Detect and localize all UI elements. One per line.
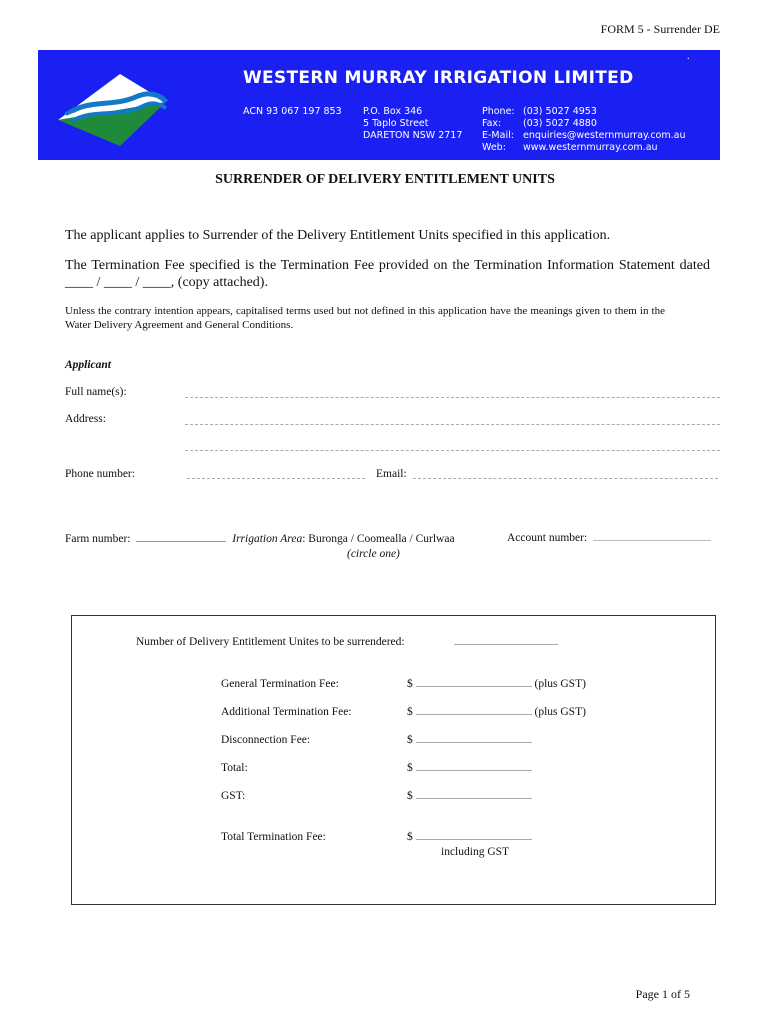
total-termination-fee-row [407,831,532,843]
fax-label: Fax: [482,118,502,129]
phone-value: (03) 5027 4953 [523,106,597,117]
account-number-row [507,532,711,544]
gst-label: GST: [221,790,246,802]
additional-fee-row [407,706,586,718]
company-name: WESTERN MURRAY IRRIGATION LIMITED [243,68,634,88]
general-fee-row [407,678,586,690]
general-fee-label: General Termination Fee: [221,678,339,690]
total-label: Total: [221,762,248,774]
address-line: P.O. Box 346 [363,106,423,117]
definitions-note: Unless the contrary intention appears, capitalised terms used but not defined in this application have the meanings given to them in the Water Delivery Agreement and General Conditions. [65,305,665,331]
disconnection-fee-label: Disconnection Fee: [221,734,311,746]
total-termination-fee-label: Total Termination Fee: [221,831,326,843]
irrigation-area-options[interactable]: : Buronga / Coomealla / Curlwaa [302,533,455,545]
currency-symbol: $ [407,706,413,718]
disconnection-fee-field[interactable] [416,742,532,743]
units-label: Number of Delivery Entitlement Unites to be surrendered: [136,636,405,648]
form-reference: FORM 5 - Surrender DE [600,22,720,36]
phone-number-field[interactable] [187,478,365,479]
account-number-label: Account number: [507,532,588,544]
address-field-line-2[interactable] [185,450,720,451]
termination-fee-box [71,615,716,905]
currency-symbol: $ [407,831,413,843]
corner-mark: · [686,54,690,65]
plus-gst-note: (plus GST) [534,706,586,718]
phone-label: Phone: [482,106,515,117]
address-line: 5 Taplo Street [363,118,429,129]
contact-details [482,106,685,154]
disconnection-fee-row [407,734,532,746]
address-label: Address: [65,413,106,425]
email-label: E-Mail: [482,130,514,141]
full-name-label: Full name(s): [65,386,127,398]
general-fee-field[interactable] [416,686,532,687]
total-row [407,762,532,774]
postal-address [363,106,462,142]
farm-number-field[interactable] [136,541,226,542]
acn-number: ACN 93 067 197 853 [243,106,342,117]
termination-fee-statement: The Termination Fee specified is the Termination Fee provided on the Termination Information Statement dated ____ / ____ / ____, (copy attached). [65,258,710,290]
plus-gst-note: (plus GST) [534,678,586,690]
web-value: www.westernmurray.com.au [523,142,658,153]
additional-fee-label: Additional Termination Fee: [221,706,352,718]
currency-symbol: $ [407,790,413,802]
units-field[interactable] [454,636,558,648]
phone-number-label: Phone number: [65,468,135,480]
web-label: Web: [482,142,506,153]
additional-fee-field[interactable] [416,714,532,715]
full-name-field[interactable] [185,397,720,398]
address-line: DARETON NSW 2717 [363,130,463,141]
letterhead-banner [38,50,720,160]
application-statement: The applicant applies to Surrender of the Delivery Entitlement Units specified in this application. [65,228,611,243]
account-number-field[interactable] [593,540,711,541]
email-value: enquiries@westernmurray.com.au [523,130,686,141]
email-field-label: Email: [376,468,407,480]
including-gst-note: including GST [441,846,510,858]
address-field-line-1[interactable] [185,424,720,425]
gst-row [407,790,532,802]
fax-value: (03) 5027 4880 [523,118,597,129]
farm-details-row [65,533,455,545]
page-number: Page 1 of 5 [635,987,690,1001]
total-field[interactable] [416,770,532,771]
currency-symbol: $ [407,734,413,746]
farm-number-label: Farm number: [65,533,131,545]
applicant-heading: Applicant [65,359,112,371]
company-logo-icon [58,68,228,148]
currency-symbol: $ [407,678,413,690]
irrigation-area-label: Irrigation Area [232,533,303,545]
email-field[interactable] [413,478,718,479]
currency-symbol: $ [407,762,413,774]
gst-field[interactable] [416,798,532,799]
circle-one-note: (circle one) [347,548,400,560]
document-title: SURRENDER OF DELIVERY ENTITLEMENT UNITS [215,172,555,187]
total-termination-fee-field[interactable] [416,839,532,840]
